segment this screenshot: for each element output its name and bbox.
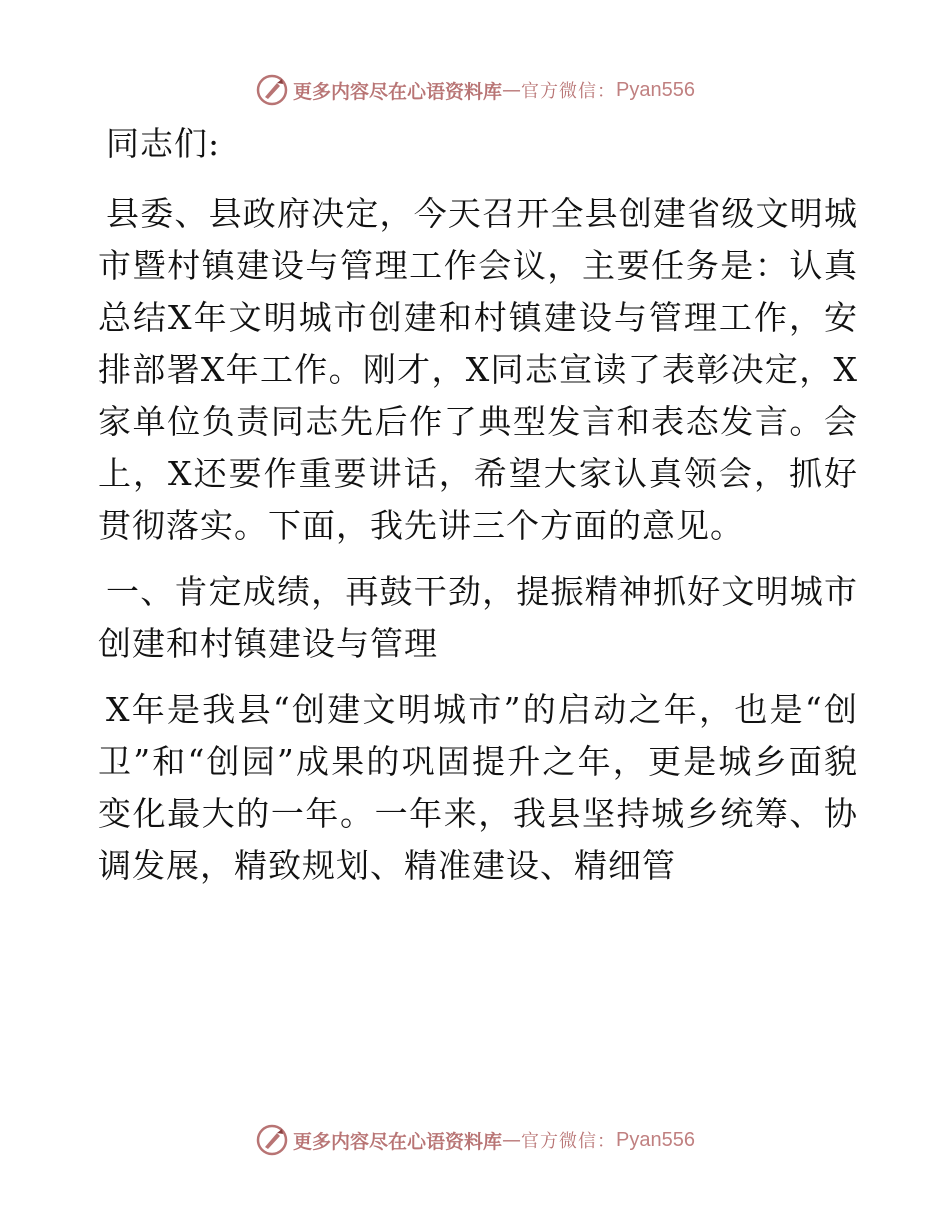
- watermark-dash: —: [502, 1129, 522, 1151]
- watermark-dash: —: [502, 79, 522, 101]
- watermark-brand-text: 更多内容尽在心语资料库: [293, 1130, 503, 1153]
- watermark-wechat-id: Pyan556: [616, 1128, 695, 1151]
- salutation: 同志们:: [106, 124, 221, 163]
- watermark-official-label: 官方微信：: [521, 1131, 617, 1152]
- watermark-wechat-id: Pyan556: [616, 78, 695, 101]
- section-heading-1: 一、肯定成绩，再鼓干劲，提振精神抓好文明城市创建和村镇建设与管理: [98, 572, 858, 663]
- quill-pen-logo-icon: [255, 1123, 289, 1157]
- watermark-brand-text: 更多内容尽在心语资料库: [293, 80, 503, 103]
- document-body: [98, 118, 858, 906]
- watermark-official-label: 官方微信：: [521, 81, 617, 102]
- paragraph-intro: 县委、县政府决定，今天召开全县创建省级文明城市暨村镇建设与管理工作会议，主要任务是：认真总结X年文明城市创建和村镇建设与管理工作，安排部署X年工作。刚才，X同志宣读了表彰决定，X家单位负责同志先后作了典型发言和表态发言。会上，X还要作重要讲话，希望大家认真领会，抓好贯彻落实。下面，我先讲三个方面的意见。: [98, 194, 858, 545]
- header-watermark-banner: [0, 70, 950, 110]
- footer-watermark-banner: [0, 1120, 950, 1160]
- quill-pen-logo-icon: [255, 73, 289, 107]
- paragraph-achievements: X年是我县“创建文明城市”的启动之年，也是“创卫”和“创园”成果的巩固提升之年，更是城乡面貌变化最大的一年。一年来，我县坚持城乡统筹、协调发展，精致规划、精准建设、精细管: [98, 690, 858, 885]
